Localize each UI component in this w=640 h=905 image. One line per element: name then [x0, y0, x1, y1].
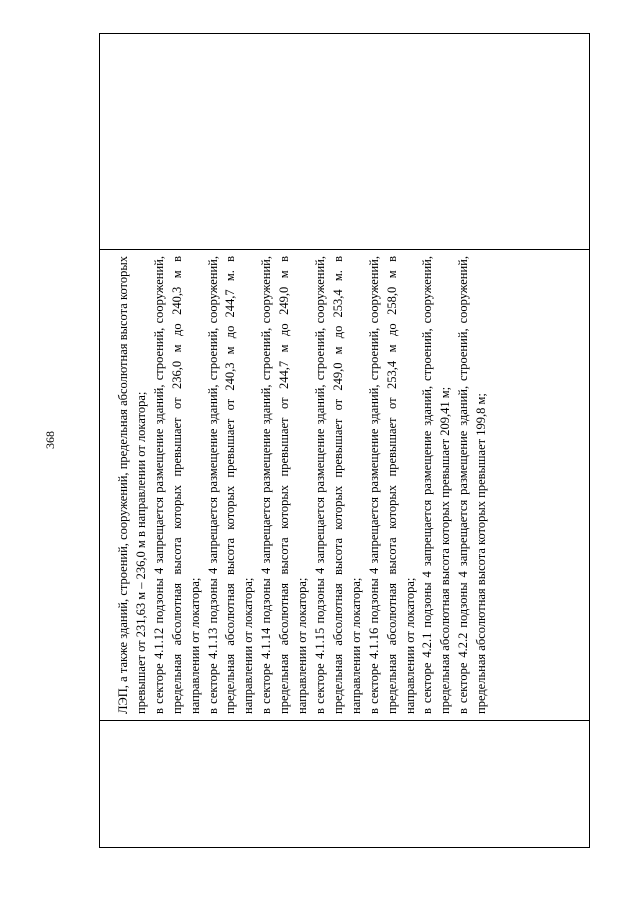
- paragraph: в секторе 4.1.13 подзоны 4 запрещается размещение зданий, строений, сооружений, предельная абсолютная высота которых превышает от 240,3 м до 244,7 м. в направлении от локатора;: [205, 256, 255, 714]
- rotated-text-block: [111, 254, 581, 716]
- document-table: [99, 33, 590, 848]
- paragraph: в секторе 4.1.14 подзоны 4 запрещается размещение зданий, строений, сооружений, предельная абсолютная высота которых превышает от 244,7 м до 249,0 м в направлении от локатора;: [258, 256, 309, 714]
- paragraph: в секторе 4.2.1 подзоны 4 запрещается размещение зданий, строений, сооружений, предельная абсолютная высота которых превышает 209,41 м;: [419, 256, 452, 714]
- paragraph: в секторе 4.1.12 подзоны 4 запрещается размещение зданий, строений, сооружений, предельная абсолютная высота которых превышает от 236,0 м до 240,3 м в направлении от локатора;: [151, 256, 202, 714]
- page-number: 368: [43, 431, 57, 449]
- paragraph: в секторе 4.2.2 подзоны 4 запрещается размещение зданий, строений, сооружений, предельная абсолютная высота которых превышает 199,8 м;: [455, 256, 488, 714]
- table-content-cell: [100, 250, 591, 720]
- paragraph: в секторе 4.1.15 подзоны 4 запрещается размещение зданий, строений, сооружений, предельная абсолютная высота которых превышает от 249,0 м до 253,4 м. в направлении от локатора;: [312, 256, 363, 714]
- table-divider-bottom: [100, 720, 589, 721]
- paragraph: ЛЭП, а также зданий, строений, сооружений, предельная абсолютная высота которых превышает от 231,63 м – 236,0 м в направлении от локатора;: [115, 256, 148, 714]
- paragraph: в секторе 4.1.16 подзоны 4 запрещается размещение зданий, строений, сооружений, предельная абсолютная высота которых превышает от 253,4 м до 258,0 м в направлении от локатора;: [366, 256, 416, 714]
